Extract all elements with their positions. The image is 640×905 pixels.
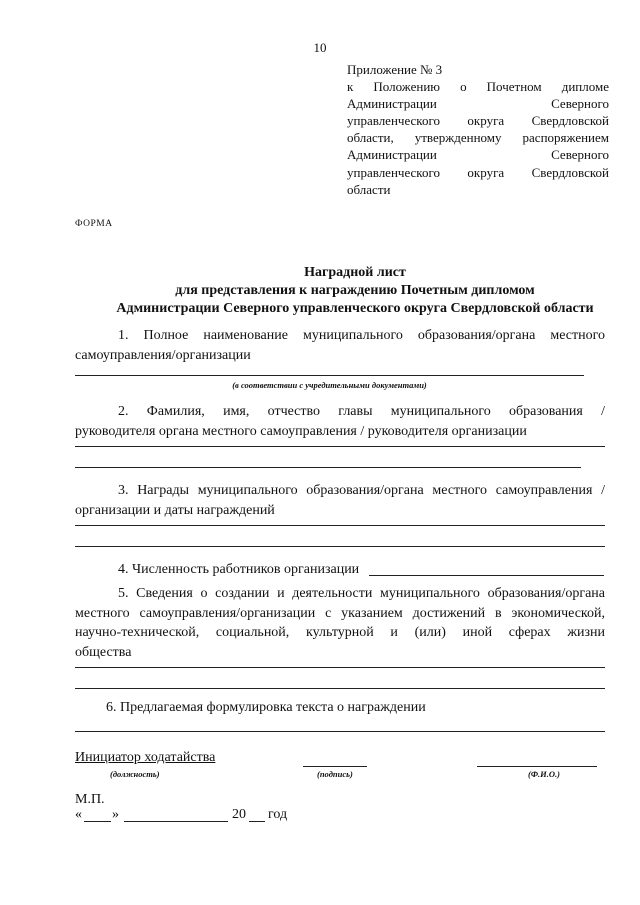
full-name-line[interactable] bbox=[477, 766, 597, 767]
title-line: для представления к награждению Почетным дипломом bbox=[175, 283, 535, 298]
item-4-line: 4. Численность работников организации bbox=[118, 562, 360, 577]
full-name-note: (Ф.И.О.) bbox=[528, 769, 561, 779]
item-4-fill-line[interactable] bbox=[369, 575, 604, 576]
item-2 bbox=[75, 402, 605, 441]
item-5-line: научно-технической, социальной, культурной и (или) иной сферах жизни bbox=[75, 625, 605, 640]
date-open-quote: « bbox=[75, 807, 82, 822]
title-line: Наградной лист bbox=[304, 265, 406, 280]
date-year-suffix: год bbox=[268, 807, 288, 822]
date-close-quote: » bbox=[112, 807, 119, 822]
item-2-line: 2. Фамилия, имя, отчество главы муниципального образования / bbox=[118, 404, 605, 419]
appendix-line: Администрации Северного bbox=[347, 147, 609, 163]
item-3-fill-line[interactable] bbox=[75, 546, 605, 547]
appendix-line: Администрации Северного bbox=[347, 96, 609, 112]
item-5 bbox=[75, 584, 605, 662]
appendix-line: управленческого округа Свердловской bbox=[347, 164, 609, 180]
item-2-fill-line[interactable] bbox=[75, 467, 581, 468]
stamp-label: М.П. bbox=[75, 792, 105, 807]
item-1-fill-line[interactable] bbox=[75, 375, 584, 376]
appendix-line: области bbox=[347, 181, 391, 197]
form-label: ФОРМА bbox=[75, 219, 113, 229]
title-line: Администрации Северного управленческого округа Свердловской области bbox=[116, 301, 594, 316]
date-year-line[interactable] bbox=[249, 821, 265, 822]
item-5-line: общества bbox=[75, 644, 132, 660]
item-5-fill-line[interactable] bbox=[75, 667, 605, 668]
appendix-line: к Положению о Почетном дипломе bbox=[347, 79, 609, 95]
item-3-fill-line[interactable] bbox=[75, 525, 605, 526]
item-6-line: 6. Предлагаемая формулировка текста о награждении bbox=[106, 700, 426, 715]
item-5-fill-line[interactable] bbox=[75, 688, 605, 689]
item-2-line: руководителя органа местного самоуправления / руководителя организации bbox=[75, 423, 527, 439]
item-5-line: 5. Сведения о создании и деятельности муниципального образования/органа bbox=[118, 586, 605, 601]
item-1-line: 1. Полное наименование муниципального образования/органа местного bbox=[118, 328, 605, 343]
item-4 bbox=[75, 560, 605, 580]
signature-note: (подпись) bbox=[317, 769, 353, 779]
item-5-line: местного самоуправления/организации с указанием достижений в экономической, bbox=[75, 605, 605, 621]
appendix-line: области, утвержденному распоряжением bbox=[347, 130, 609, 146]
appendix-line: Приложение № 3 bbox=[347, 62, 443, 77]
item-6-fill-line[interactable] bbox=[75, 731, 605, 732]
date-month-line[interactable] bbox=[124, 821, 228, 822]
page-number: 10 bbox=[313, 40, 327, 55]
position-note: (должность) bbox=[110, 769, 160, 779]
document-title bbox=[60, 264, 640, 318]
item-6 bbox=[75, 698, 605, 718]
appendix-header bbox=[347, 61, 609, 198]
appendix-line: управленческого округа Свердловской bbox=[347, 113, 609, 129]
initiator-label: Инициатор ходатайства bbox=[75, 750, 216, 765]
item-1-note: (в соответствии с учредительными документами) bbox=[232, 380, 427, 390]
item-3-line: организации и даты награждений bbox=[75, 502, 275, 518]
item-1-line: самоуправления/организации bbox=[75, 347, 251, 363]
date-day-line[interactable] bbox=[84, 821, 111, 822]
item-3-line: 3. Награды муниципального образования/органа местного самоуправления / bbox=[118, 483, 605, 498]
item-3 bbox=[75, 481, 605, 520]
item-2-fill-line[interactable] bbox=[75, 446, 605, 447]
item-1 bbox=[75, 326, 605, 365]
date-year-prefix: 20 bbox=[232, 807, 246, 822]
signature-line[interactable] bbox=[303, 766, 367, 767]
